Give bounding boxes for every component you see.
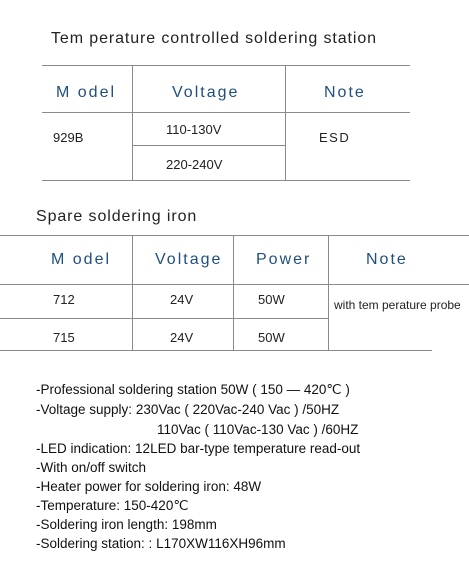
spec-line-9: -Soldering station: : L170XW116XH96mm (36, 536, 286, 551)
table1-header-voltage: Voltage (172, 84, 240, 101)
table2-divider-1 (132, 235, 133, 351)
spec-line-3: 110Vac ( 110Vac-130 Vac ) /60HZ (157, 422, 359, 437)
spec-line-2: -Voltage supply: 230Vac ( 220Vac-240 Vac ) /50HZ (36, 402, 340, 417)
table1-note-value: ESD (319, 130, 351, 145)
table2-title: Spare soldering iron (36, 208, 198, 225)
table1-header-note: Note (324, 84, 366, 101)
table1-header-model: M odel (56, 84, 117, 101)
spec-line-4: -LED indication: 12LED bar-type temperature read-out (36, 441, 361, 456)
table2-top-border (0, 235, 469, 236)
spec-line-6: -Heater power for soldering iron: 48W (36, 479, 262, 494)
spec-line-5: -With on/off switch (36, 460, 147, 475)
table2-header-model: M odel (51, 251, 112, 268)
table1-top-border (42, 65, 410, 66)
table1-voltage-1: 110-130V (166, 122, 222, 137)
table2-header-rule (0, 284, 469, 285)
table1-model-value: 929B (53, 130, 84, 145)
table1-header-rule (42, 112, 410, 113)
table1-divider-1 (132, 65, 133, 181)
table2-row2-power: 50W (258, 330, 285, 345)
table1-divider-2 (285, 65, 286, 181)
table2-row1-power: 50W (258, 292, 285, 307)
table2-divider-2 (233, 235, 234, 351)
table2-divider-3 (328, 235, 329, 351)
table2-row2-voltage: 24V (170, 330, 194, 345)
table2-header-note: Note (366, 251, 408, 268)
table2-row2-model: 715 (53, 330, 75, 345)
table1-voltage-2: 220-240V (166, 157, 223, 172)
table1-title: Tem perature controlled soldering station (51, 30, 377, 47)
table1-bottom-border (42, 180, 410, 181)
spec-line-1: -Professional soldering station 50W ( 150 — 420℃ ) (36, 382, 350, 397)
table2-row1-model: 712 (53, 292, 75, 307)
spec-line-7: -Temperature: 150-420℃ (36, 498, 189, 513)
table1-voltage-rule (132, 145, 285, 146)
table2-note-value: with tem perature probe (334, 298, 461, 312)
table2-bottom-border (0, 350, 432, 351)
spec-line-8: -Soldering iron length: 198mm (36, 517, 217, 532)
table2-header-power: Power (256, 251, 312, 268)
table2-header-voltage: Voltage (155, 251, 223, 268)
table2-row-rule (0, 318, 328, 319)
table2-row1-voltage: 24V (170, 292, 194, 307)
